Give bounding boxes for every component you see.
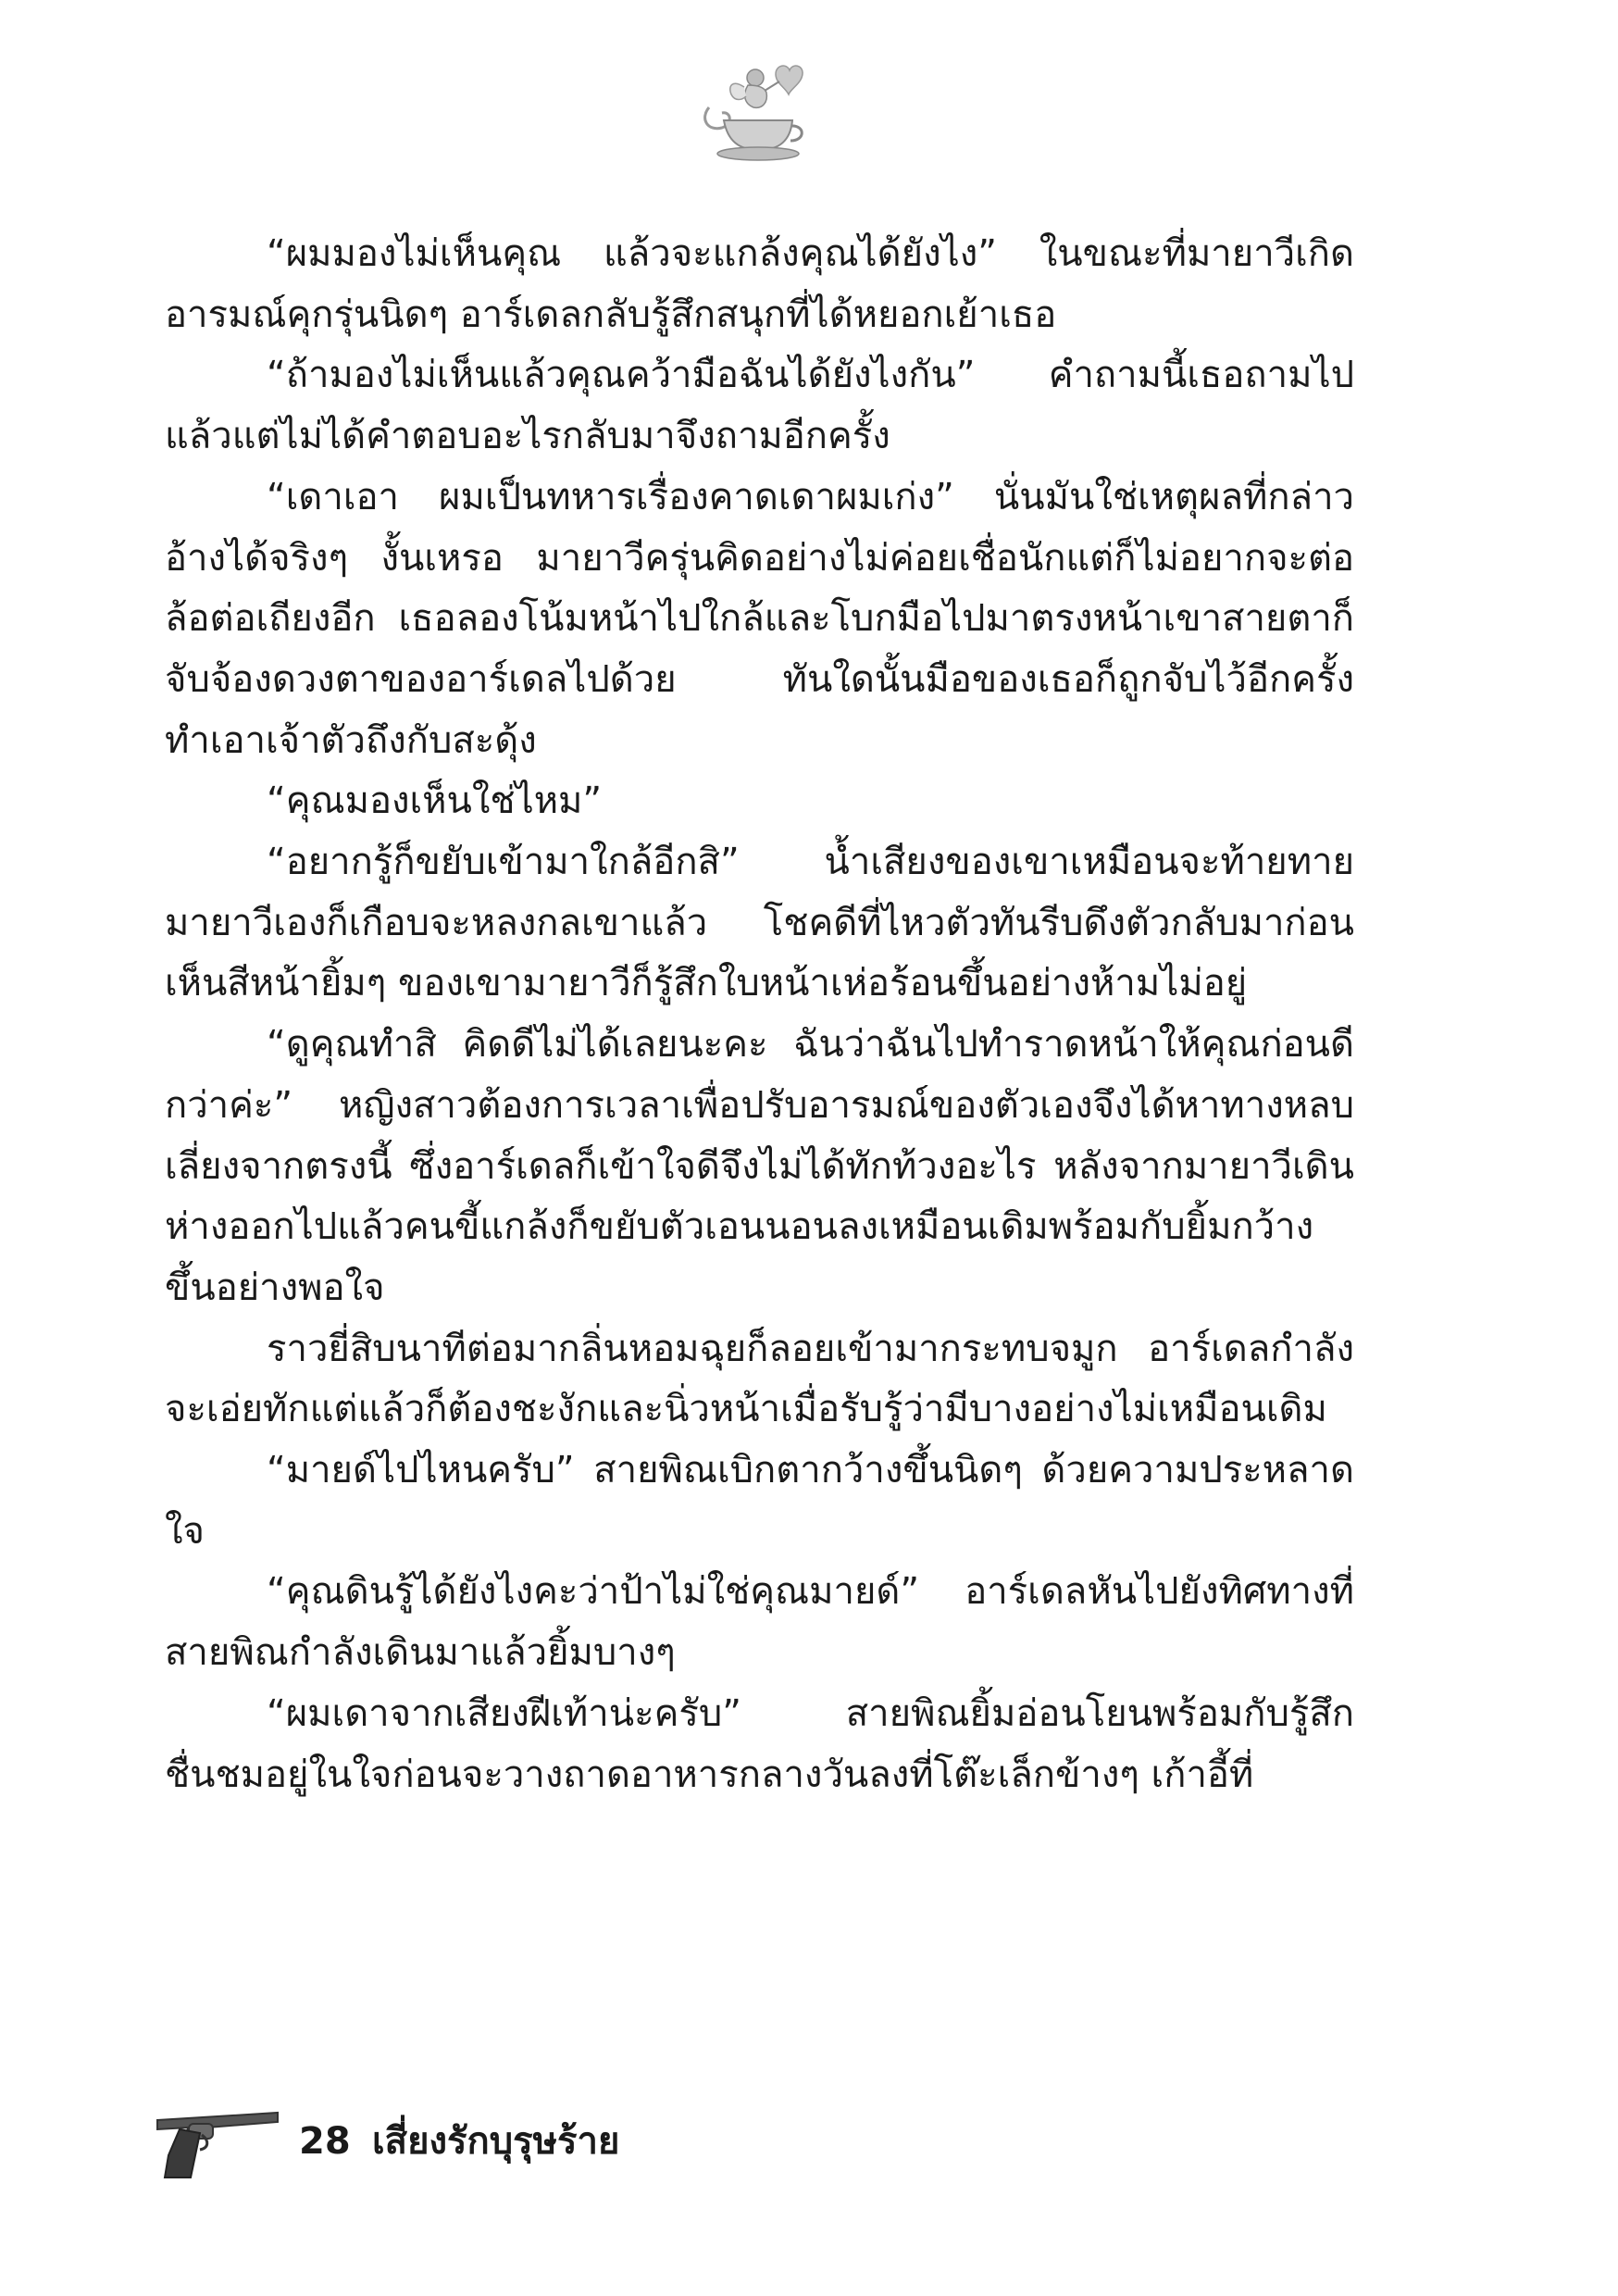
cupid-teacup-ornament-icon xyxy=(691,54,820,165)
paragraph: ราวยี่สิบนาทีต่อมากลิ่นหอมฉุยก็ลอยเข้ามากระทบจมูก อาร์เดลกำลังจะเอ่ยทักแต่แล้วก็ต้องชะงักและนิ่วหน้าเมื่อรับรู้ว่ามีบางอย่างไม่เหมือนเดิม xyxy=(165,1327,1354,1431)
paragraph: “ดูคุณทำสิ คิดดีไม่ได้เลยนะคะ ฉันว่าฉันไปทำราดหน้าให้คุณก่อนดีกว่าค่ะ” หญิงสาวต้องการเวลาเพื่อปรับอารมณ์ของตัวเองจึงได้หาทางหลบเลี่ยงจากตรงนี้ ซึ่งอาร์เดลก็เข้าใจดีจึงไม่ได้ทักท้วงอะไร หลังจากมายาวีเดินห่างออกไปแล้วคนขี้แกล้งก็ขยับตัวเอนนอนลงเหมือนเดิมพร้อมกับยิ้มกว้างขึ้นอย่างพอใจ xyxy=(165,1023,1354,1309)
paragraph: “ถ้ามองไม่เห็นแล้วคุณคว้ามือฉันได้ยังไงกัน” คำถามนี้เธอถามไปแล้วแต่ไม่ได้คำตอบอะไรกลับมาจึงถามอีกครั้ง xyxy=(165,354,1354,458)
revolver-icon xyxy=(148,2100,287,2183)
paragraph: “ผมเดาจากเสียงฝีเท้าน่ะครับ” สายพิณยิ้มอ่อนโยนพร้อมกับรู้สึกชื่นชมอยู่ในใจก่อนจะวางถาดอาหารกลางวันลงที่โต๊ะเล็กข้างๆ เก้าอี้ที่ xyxy=(165,1691,1354,1796)
paragraph: “คุณดินรู้ได้ยังไงคะว่าป้าไม่ใช่คุณมายด์” อาร์เดลหันไปยังทิศทางที่สายพิณกำลังเดินมาแล้วยิ้มบางๆ xyxy=(165,1570,1354,1675)
paragraph: “มายด์ไปไหนครับ” สายพิณเบิกตากว้างขึ้นนิดๆ ด้วยความประหลาดใจ xyxy=(165,1449,1354,1553)
paragraph: “อยากรู้ก็ขยับเข้ามาใกล้อีกสิ” น้ำเสียงของเขาเหมือนจะท้ายทายมายาวีเองก็เกือบจะหลงกลเขาแล้ว โชคดีที่ไหวตัวทันรีบดึงตัวกลับมาก่อนเห็นสีหน้ายิ้มๆ ของเขามายาวีก็รู้สึกใบหน้าเห่อร้อนขึ้นอย่างห้ามไม่อยู่ xyxy=(165,841,1354,1005)
story-body xyxy=(165,224,1354,1805)
paragraph: “คุณมองเห็นใช่ไหม” xyxy=(267,780,603,823)
paragraph: “ผมมองไม่เห็นคุณ แล้วจะแกล้งคุณได้ยังไง” ในขณะที่มายาวีเกิดอารมณ์คุกรุ่นนิดๆ อาร์เดลกลับรู้สึกสนุกที่ได้หยอกเย้าเธอ xyxy=(165,232,1354,336)
page-number: 28 xyxy=(299,2120,351,2163)
paragraph: “เดาเอา ผมเป็นทหารเรื่องคาดเดาผมเก่ง” นั่นมันใช่เหตุผลที่กล่าวอ้างได้จริงๆ งั้นเหรอ มายาวีครุ่นคิดอย่างไม่ค่อยเชื่อนักแต่ก็ไม่อยากจะต่อล้อต่อเถียงอีก เธอลองโน้มหน้าไปใกล้และโบกมือไปมาตรงหน้าเขาสายตาก็จับจ้องดวงตาของอาร์เดลไปด้วย ทันใดนั้นมือของเธอก็ถูกจับไว้อีกครั้งทำเอาเจ้าตัวถึงกับสะดุ้ง xyxy=(165,475,1354,762)
book-title: เสี่ยงรักบุรุษร้าย xyxy=(372,2120,620,2163)
